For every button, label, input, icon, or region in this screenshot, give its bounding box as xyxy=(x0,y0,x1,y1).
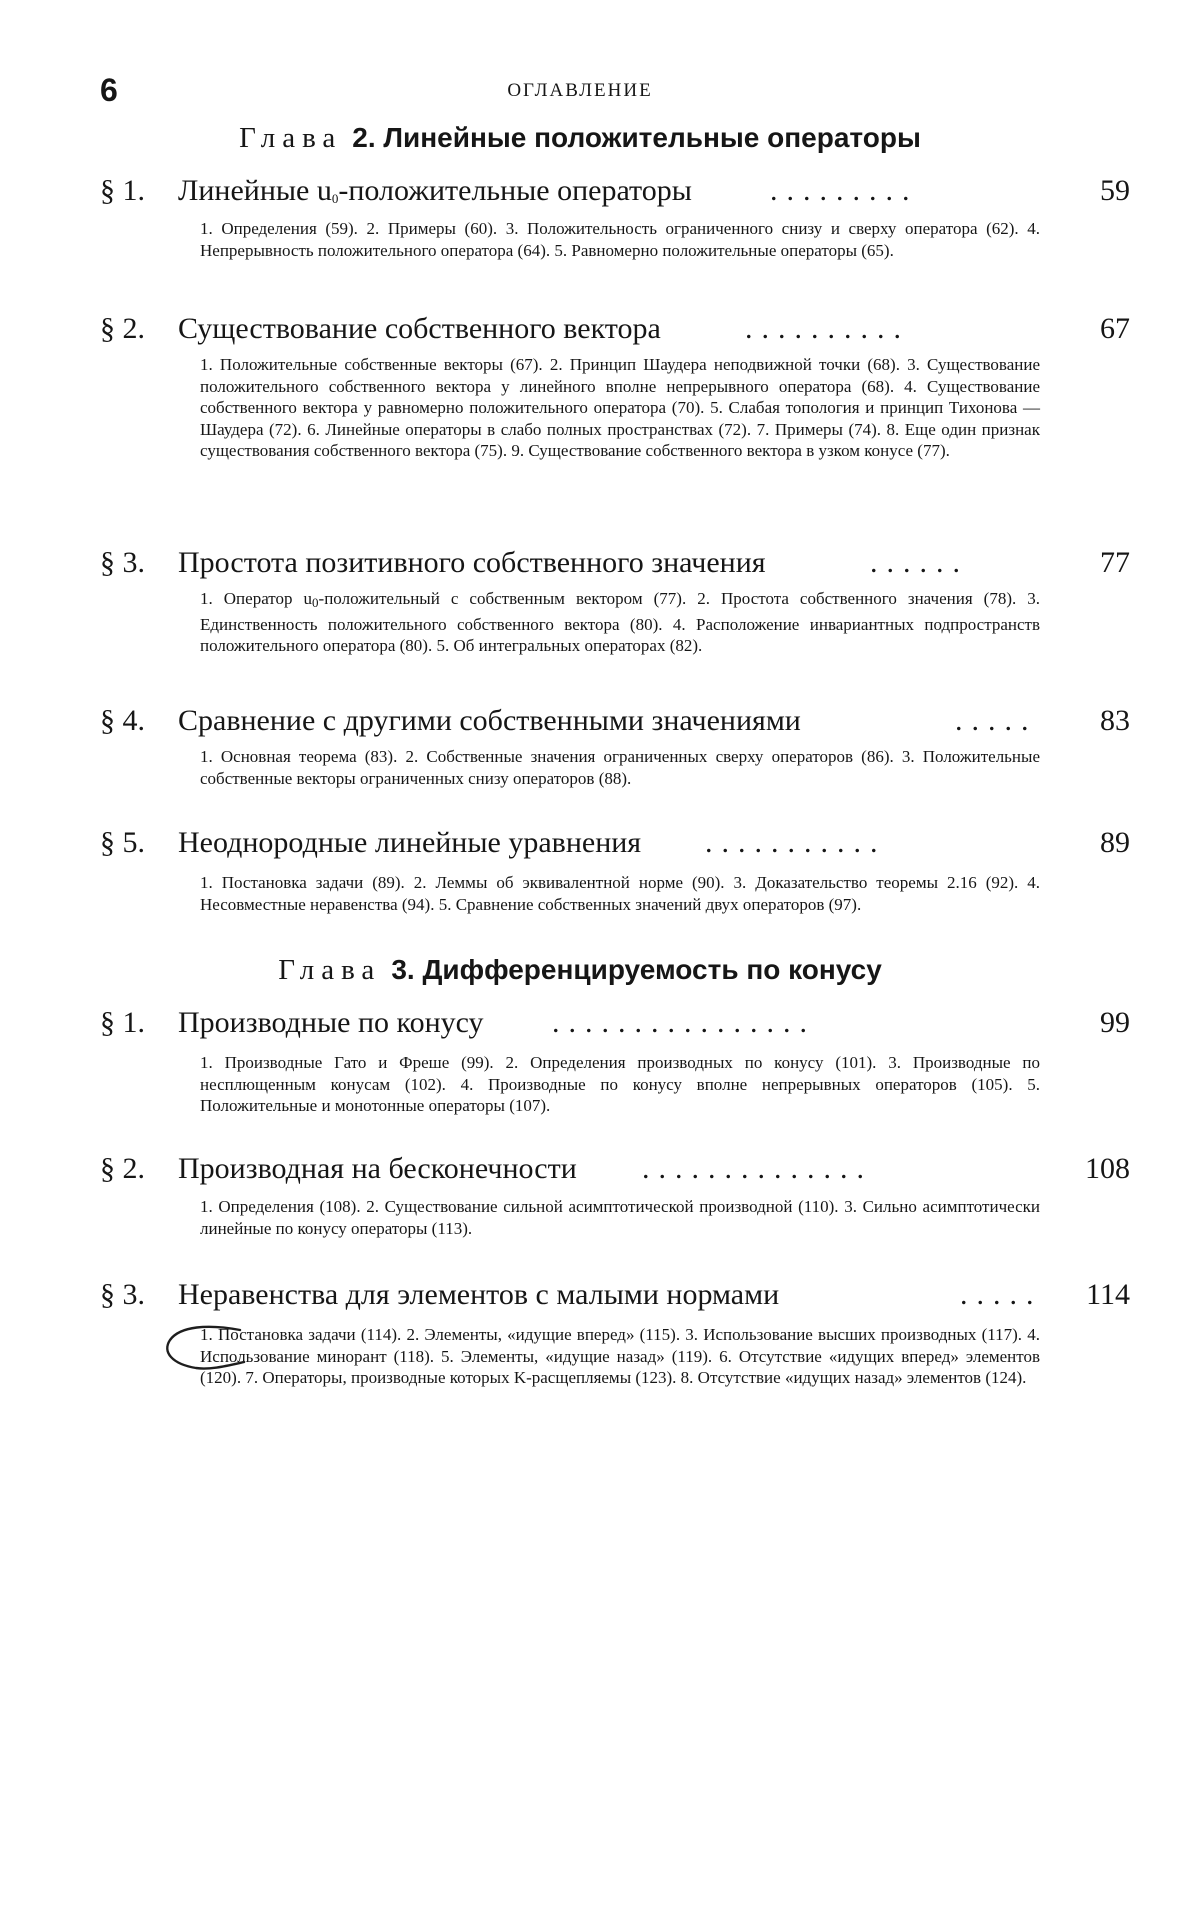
section-summary: 1. Производные Гато и Фреше (99). 2. Определения производных по конусу (101). 3. Производные по несплющенным конусам (102). 4. Производные по конусу вполне непрерывных операторов (105). 5. Положительные и монотонные операторы (107). xyxy=(200,1053,1040,1115)
section-page: 89 xyxy=(1100,826,1130,859)
section-symbol: § 2. xyxy=(100,312,145,345)
running-title: ОГЛАВЛЕНИЕ xyxy=(507,80,653,101)
chapter-heading xyxy=(100,954,1060,987)
section-title: Неоднородные линейные уравнения xyxy=(178,826,642,859)
section-title: Производная на бесконечности xyxy=(178,1152,577,1185)
section-summary: 1. Определения (108). 2. Существование сильной асимптотической производной (110). 3. Сильно асимптотически линейные по конусу операторы (113). xyxy=(200,1197,1040,1238)
leader-dots: ................ xyxy=(552,1006,816,1039)
section-page: 77 xyxy=(1100,546,1130,579)
section-summary: 1. Постановка задачи (89). 2. Леммы об эквивалентной норме (90). 3. Доказательство теоремы 2.16 (92). 4. Несовместные неравенства (94). 5. Сравнение собственных значений двух операторов (97). xyxy=(200,873,1040,914)
section-symbol: § 2. xyxy=(100,1152,145,1185)
leader-dots: ..... xyxy=(955,704,1038,737)
section-page: 99 xyxy=(1100,1006,1130,1039)
pen-mark xyxy=(158,1318,248,1378)
section-symbol: § 3. xyxy=(100,546,145,579)
section-symbol: § 4. xyxy=(100,704,145,737)
section-title: Сравнение с другими собственными значениями xyxy=(178,704,801,737)
section-symbol: § 1. xyxy=(100,1006,145,1039)
section-page: 114 xyxy=(1086,1278,1130,1311)
leader-dots: .......... xyxy=(745,312,910,345)
toc-entry[interactable] xyxy=(100,1006,1130,1046)
chapter-word: Глава xyxy=(239,122,343,154)
section-title: Неравенства для элементов с малыми нормами xyxy=(178,1278,780,1311)
leader-dots: ...... xyxy=(870,546,969,579)
section-symbol: § 3. xyxy=(100,1278,145,1311)
section-page: 83 xyxy=(1100,704,1130,737)
section-summary: 1. Определения (59). 2. Примеры (60). 3. Положительность ограниченного снизу и сверху оператора (62). 4. Непрерывность положительного оператора (64). 5. Равномерно положительные операторы (65). xyxy=(200,219,1040,260)
section-summary: 1. Оператор $u_0$-положительный с собственным вектором (77). 2. Простота собственного значения (78). 3. Единственность положительного собственного вектора (80). 4. Расположение инвариантных подпространств положительного оператора (80). 5. Об интегральных операторах (82). xyxy=(200,589,1041,655)
chapter-title: 3. Дифференцируемость по конусу xyxy=(391,954,882,985)
section-title: Простота позитивного собственного значения xyxy=(178,546,766,579)
page-number: 6 xyxy=(100,72,118,108)
chapter-heading xyxy=(100,122,1060,155)
section-title: Существование собственного вектора xyxy=(178,312,661,345)
section-page: 59 xyxy=(1100,174,1130,207)
running-head xyxy=(100,72,1060,112)
toc-entry[interactable] xyxy=(100,546,1130,586)
section-summary: 1. Постановка задачи (114). 2. Элементы, «идущие вперед» (115). 3. Использование высших производных (117). 4. Использование минорант (118). 5. Элементы, «идущие назад» (119). 6. Отсутствие «идущих вперед» элементов (120). 7. Операторы, производные которых K-расщепляемы (123). 8. Отсутствие «идущих назад» элементов (124). xyxy=(200,1325,1040,1387)
section-title: Производные по конусу xyxy=(178,1006,484,1039)
chapter-title: 2. Линейные положительные операторы xyxy=(352,122,921,153)
toc-entry[interactable] xyxy=(100,1152,1130,1192)
toc-entry[interactable] xyxy=(100,826,1130,866)
toc-entry[interactable] xyxy=(100,312,1130,352)
section-page: 67 xyxy=(1100,312,1130,345)
section-summary: 1. Положительные собственные векторы (67). 2. Принцип Шаудера неподвижной точки (68). 3. Существование положительного собственного вектора у линейного вполне непрерывного оператора (68). 4. Существование собственного вектора у равномерно положительного оператора (70). 5. Слабая топология и принцип Тихонова — Шаудера (72). 6. Линейные операторы в слабо полных пространствах (72). 7. Примеры (74). 8. Еще один признак существования собственного вектора (75). 9. Существование собственного вектора в узком конусе (77). xyxy=(200,355,1040,460)
toc-entry[interactable] xyxy=(100,174,1130,214)
section-symbol: § 1. xyxy=(100,174,145,207)
toc-entry[interactable] xyxy=(100,704,1130,744)
toc-entry[interactable] xyxy=(100,1278,1130,1318)
leader-dots: .............. xyxy=(642,1152,873,1185)
section-symbol: § 5. xyxy=(100,826,145,859)
leader-dots: ........... xyxy=(705,826,887,859)
leader-dots: ......... xyxy=(770,174,919,207)
section-summary: 1. Основная теорема (83). 2. Собственные значения ограниченных сверху операторов (86). 3. Положительные собственные векторы ограниченных снизу операторов (88). xyxy=(200,747,1040,788)
section-title: Линейные $u_0$-положительные операторы xyxy=(178,174,692,207)
chapter-word: Глава xyxy=(278,954,382,986)
leader-dots: ..... xyxy=(960,1278,1043,1311)
section-page: 108 xyxy=(1085,1152,1130,1185)
